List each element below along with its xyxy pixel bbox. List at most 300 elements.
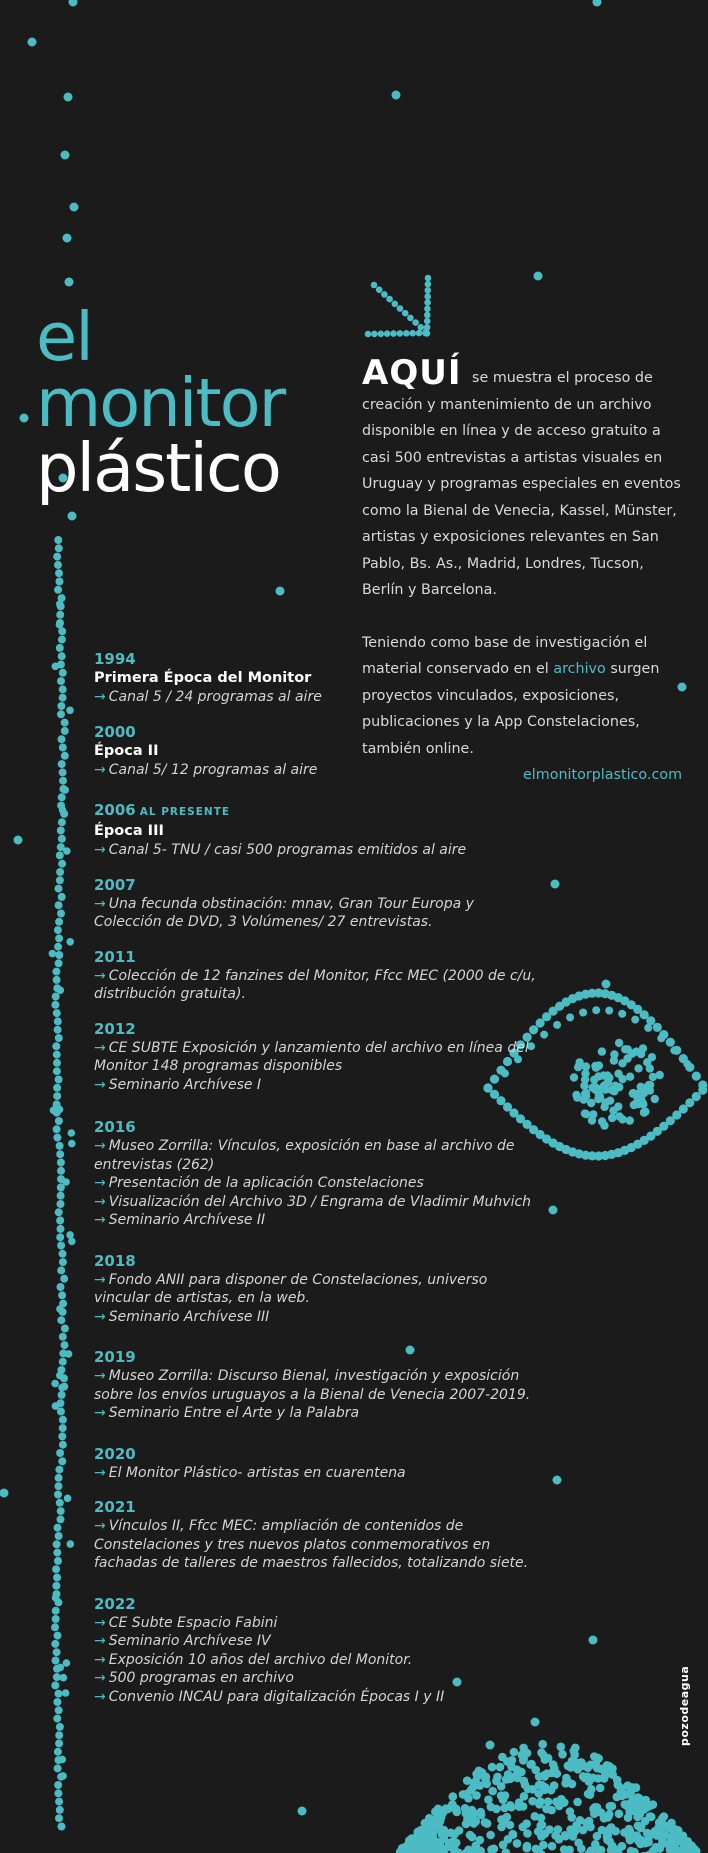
timeline-line-dot bbox=[57, 1266, 65, 1274]
timeline-item bbox=[94, 1174, 544, 1193]
timeline-entry bbox=[94, 1595, 544, 1707]
scatter-dot bbox=[551, 880, 560, 889]
timeline-item bbox=[94, 1039, 544, 1076]
timeline-item bbox=[94, 1669, 544, 1688]
timeline-line-dot bbox=[59, 806, 67, 814]
timeline-entry bbox=[94, 1498, 544, 1573]
timeline-year-value: 2012 bbox=[94, 1019, 136, 1038]
scatter-dot bbox=[531, 1718, 540, 1727]
timeline-line-dot bbox=[57, 1283, 65, 1291]
arrow-down-right-icon bbox=[365, 275, 432, 338]
timeline-item-text: Una fecunda obstinación: mnav, Gran Tour Europa y Colección de DVD, 3 Volúmenes/ 27 entrevistas. bbox=[94, 895, 474, 930]
timeline-line-dot bbox=[59, 1772, 67, 1780]
timeline-item-text: Vínculos II, Ffcc MEC: ampliación de contenidos de Constelaciones y tres nuevos platos conmemorativos en fachadas de talleres de maestros fallecidos, totalizando siete. bbox=[94, 1518, 529, 1571]
timeline-item-text: Museo Zorrilla: Vínculos, exposición en base al archivo de entrevistas (262) bbox=[94, 1138, 515, 1173]
timeline-entry bbox=[94, 650, 544, 707]
timeline-line-dot bbox=[58, 636, 66, 644]
scatter-dot bbox=[70, 203, 79, 212]
timeline-year bbox=[94, 1348, 544, 1367]
timeline-item bbox=[94, 1193, 544, 1212]
timeline-line-dot bbox=[62, 1178, 70, 1186]
timeline-line-dot bbox=[58, 818, 66, 826]
scatter-dot bbox=[63, 234, 72, 243]
timeline-line-dot bbox=[53, 1715, 61, 1723]
scatter-dot bbox=[28, 38, 37, 47]
timeline-line-dot bbox=[57, 1225, 65, 1233]
timeline-year bbox=[94, 1118, 544, 1137]
timeline-line-dot bbox=[55, 901, 63, 909]
timeline-line-dot bbox=[59, 669, 67, 677]
timeline-line-dot bbox=[56, 578, 64, 586]
scatter-dot bbox=[14, 836, 23, 845]
timeline-line-dot bbox=[59, 768, 67, 776]
timeline-line-dot bbox=[59, 744, 67, 752]
logo-line-plastico: plástico bbox=[36, 429, 280, 508]
timeline-line-dot bbox=[53, 1549, 61, 1557]
timeline-entry bbox=[94, 723, 544, 780]
timeline-item-text: Seminario Entre el Arte y la Palabra bbox=[108, 1405, 360, 1421]
timeline-item bbox=[94, 1076, 544, 1095]
timeline-line-dot bbox=[53, 1067, 61, 1075]
timeline-line-dot bbox=[54, 561, 62, 569]
timeline-line-dot bbox=[57, 1664, 65, 1672]
arrow-right-icon: → bbox=[94, 1633, 106, 1649]
timeline-year bbox=[94, 650, 544, 669]
timeline-line-dot bbox=[65, 1350, 73, 1358]
timeline-line-dot bbox=[66, 707, 74, 715]
timeline-line-dot bbox=[62, 1689, 70, 1697]
timeline-line-dot bbox=[61, 786, 69, 794]
timeline-line-dot bbox=[58, 760, 66, 768]
timeline-line-dot bbox=[54, 1632, 62, 1640]
timeline-line-dot bbox=[61, 1325, 69, 1333]
scatter-dot bbox=[61, 151, 70, 160]
website-link[interactable]: elmonitorplastico.com bbox=[523, 767, 682, 783]
timeline-line-dot bbox=[66, 1231, 74, 1239]
timeline-line-dot bbox=[61, 752, 69, 760]
timeline-entry bbox=[94, 1020, 544, 1095]
timeline-year bbox=[94, 1445, 544, 1464]
timeline-entry bbox=[94, 1252, 544, 1327]
timeline-line-dot bbox=[54, 1491, 62, 1499]
timeline-line-dot bbox=[56, 611, 64, 619]
timeline-item-text: Seminario Archívese I bbox=[108, 1076, 262, 1093]
timeline-line-dot bbox=[55, 1076, 63, 1084]
arrow-right-icon: → bbox=[94, 1175, 106, 1191]
timeline-line-dot bbox=[55, 1706, 63, 1714]
timeline-line-dot bbox=[54, 1748, 62, 1756]
timeline-line-dot bbox=[57, 1515, 65, 1523]
timeline-line-dot bbox=[61, 1341, 69, 1349]
timeline-line-dot bbox=[53, 1092, 61, 1100]
timeline-line-dot bbox=[57, 1216, 65, 1224]
timeline-line-dot bbox=[54, 1781, 62, 1789]
timeline-year-value: 2020 bbox=[94, 1444, 136, 1463]
timeline-line-dot bbox=[56, 1499, 64, 1507]
timeline-entry bbox=[94, 1445, 544, 1483]
timeline-line-dot bbox=[52, 1594, 60, 1602]
timeline-item bbox=[94, 841, 544, 860]
timeline-year-value: 2018 bbox=[94, 1251, 136, 1270]
timeline-line-dot bbox=[52, 1042, 60, 1050]
timeline-item bbox=[94, 1308, 544, 1327]
scatter-dot bbox=[549, 1206, 558, 1215]
timeline-year bbox=[94, 876, 544, 895]
timeline-item-text: Presentación de la aplicación Constelaciones bbox=[108, 1175, 424, 1191]
timeline-line-dot bbox=[57, 827, 65, 835]
timeline-line-dot bbox=[59, 1416, 67, 1424]
scatter-dot bbox=[553, 1476, 562, 1485]
timeline-line-dot bbox=[55, 1208, 63, 1216]
timeline-line-dot bbox=[59, 1258, 67, 1266]
timeline-line-dot bbox=[53, 1084, 61, 1092]
timeline-line-dot bbox=[52, 1565, 60, 1573]
timeline-line-dot bbox=[56, 876, 64, 884]
timeline-line-dot bbox=[55, 1740, 63, 1748]
scatter-dot bbox=[276, 587, 285, 596]
timeline-line-dot bbox=[57, 702, 65, 710]
timeline-line-dot bbox=[58, 1384, 66, 1392]
timeline-line-dot bbox=[61, 719, 69, 727]
timeline-line-dot bbox=[55, 959, 63, 967]
timeline-line-dot bbox=[57, 710, 65, 718]
arrow-right-icon: → bbox=[94, 895, 106, 912]
timeline-line-dot bbox=[55, 1814, 63, 1822]
arrow-right-icon: → bbox=[94, 1688, 106, 1705]
intro-p1-text: se muestra el proceso de creación y mantenimiento de un archivo disponible en línea y de acceso gratuito a casi 500 entrevistas a artistas visuales en Uruguay y programas especiales en eventos como la Bienal de Venecia, Kassel, Münster, artistas y exposiciones relevantes en San Pablo, Bs. As., Madrid, Londres, Tucson, Berlín y Barcelona. bbox=[362, 370, 681, 598]
arrow-right-icon: → bbox=[94, 967, 106, 984]
timeline-line-dot bbox=[56, 621, 64, 629]
timeline-line-dot bbox=[57, 677, 65, 685]
timeline-item bbox=[94, 1632, 544, 1651]
timeline-line-dot bbox=[53, 1134, 61, 1142]
scatter-dot bbox=[0, 1489, 9, 1498]
timeline-line-dot bbox=[54, 1026, 62, 1034]
timeline-line-dot bbox=[56, 868, 64, 876]
timeline-year-value: 1994 bbox=[94, 650, 136, 668]
timeline-line-dot bbox=[58, 835, 66, 843]
timeline-line-dot bbox=[51, 1001, 59, 1009]
scatter-dot bbox=[593, 0, 602, 7]
timeline-line-dot bbox=[56, 1723, 64, 1731]
arrow-right-icon: → bbox=[94, 1464, 106, 1481]
timeline-line-dot bbox=[59, 1250, 67, 1258]
timeline-line-dot bbox=[55, 1532, 63, 1540]
timeline-item-text: Seminario Archívese III bbox=[108, 1308, 270, 1325]
timeline-item-text: Canal 5/ 12 programas al aire bbox=[108, 761, 318, 778]
scatter-dot bbox=[69, 0, 78, 7]
scatter-dot bbox=[65, 278, 74, 287]
timeline-line-dot bbox=[55, 1798, 63, 1806]
timeline-line-dot bbox=[58, 1823, 66, 1831]
timeline-year bbox=[94, 801, 544, 822]
timeline-item-text: Exposición 10 años del archivo del Monitor. bbox=[108, 1651, 413, 1668]
timeline-line-dot bbox=[54, 586, 62, 594]
timeline-year-value: 2006 bbox=[94, 801, 136, 819]
timeline-line-dot bbox=[58, 652, 66, 660]
timeline-item-text: El Monitor Plástico- artistas en cuarentena bbox=[108, 1464, 406, 1481]
timeline-line-dot bbox=[60, 1275, 68, 1283]
timeline-line-dot bbox=[56, 1449, 64, 1457]
timeline-line-dot bbox=[57, 1192, 65, 1200]
timeline-year-value: 2007 bbox=[94, 875, 136, 894]
timeline-line-dot bbox=[56, 851, 64, 859]
timeline-entry bbox=[94, 876, 544, 932]
timeline-line-dot bbox=[51, 1681, 59, 1689]
timeline-line-dot bbox=[56, 1305, 64, 1313]
arrow-right-icon: → bbox=[94, 1670, 106, 1686]
timeline-line-dot bbox=[67, 1540, 75, 1548]
timeline-line-dot bbox=[57, 986, 65, 994]
timeline-line-dot bbox=[59, 685, 67, 693]
timeline-line-dot bbox=[51, 1623, 59, 1631]
timeline-item bbox=[94, 895, 544, 932]
timeline-item-text: Canal 5- TNU / casi 500 programas emitidos al aire bbox=[108, 842, 467, 858]
arrow-right-icon: → bbox=[94, 1193, 106, 1210]
timeline-item-text: Seminario Archívese IV bbox=[108, 1633, 271, 1649]
scatter-dot bbox=[602, 980, 611, 989]
timeline-line-dot bbox=[53, 1540, 61, 1548]
timeline-year bbox=[94, 723, 544, 742]
timeline-line-dot bbox=[55, 934, 63, 942]
timeline-line-dot bbox=[66, 938, 74, 946]
arrow-right-icon: → bbox=[94, 1271, 106, 1288]
scatter-dot bbox=[20, 414, 29, 423]
timeline-line-dot bbox=[55, 569, 63, 577]
timeline-item-text: Convenio INCAU para digitalización Épocas I y II bbox=[108, 1688, 445, 1705]
timeline-item bbox=[94, 1404, 544, 1423]
arrow-right-icon: → bbox=[94, 1368, 106, 1384]
timeline-line-dot bbox=[58, 860, 66, 868]
timeline-line-dot bbox=[53, 1125, 61, 1133]
timeline-year-value: 2000 bbox=[94, 722, 136, 741]
timeline-title: Época II bbox=[94, 742, 159, 759]
timeline-item-text: Visualización del Archivo 3D / Engrama de Vladimir Muhvich bbox=[108, 1193, 532, 1210]
timeline-item bbox=[94, 761, 544, 780]
timeline-line-dot bbox=[55, 1466, 63, 1474]
timeline-line-dot bbox=[63, 847, 71, 855]
timeline-year-tag: AL PRESENTE bbox=[139, 806, 231, 818]
timeline-title: Primera Época del Monitor bbox=[94, 670, 312, 686]
timeline-line-dot bbox=[57, 1242, 65, 1250]
timeline-line-dot bbox=[54, 536, 62, 544]
timeline-item-text: Fondo ANII para disponer de Constelaciones, universo vincular de artistas, en la web. bbox=[94, 1271, 488, 1306]
timeline-line-dot bbox=[53, 1059, 61, 1067]
timeline-line-dot bbox=[55, 1731, 63, 1739]
timeline-item bbox=[94, 1367, 544, 1404]
timeline-line-dot bbox=[54, 1557, 62, 1565]
timeline-line-dot bbox=[54, 943, 62, 951]
scatter-dot bbox=[534, 272, 543, 281]
arrow-right-icon: → bbox=[94, 689, 106, 705]
arrow-right-icon: → bbox=[94, 1308, 106, 1325]
arrow-right-icon: → bbox=[94, 761, 106, 778]
timeline-line-dot bbox=[56, 600, 64, 608]
timeline-item bbox=[94, 1517, 544, 1573]
timeline-item bbox=[94, 1211, 544, 1230]
timeline-year-value: 2016 bbox=[94, 1118, 136, 1136]
arrow-right-icon: → bbox=[94, 1405, 106, 1421]
intro-lead: AQUÍ bbox=[362, 353, 462, 393]
dot-mound bbox=[394, 1740, 700, 1853]
logo-line-monitor: monitor bbox=[36, 363, 285, 442]
arrow-right-icon: → bbox=[94, 842, 106, 858]
timeline-year bbox=[94, 1020, 544, 1039]
timeline-line-dot bbox=[68, 1238, 76, 1246]
timeline-line-dot bbox=[59, 1358, 67, 1366]
side-label: pozodeagua bbox=[678, 1665, 691, 1746]
timeline-item-text: CE Subte Espacio Fabini bbox=[108, 1614, 278, 1631]
timeline-line-dot bbox=[56, 1233, 64, 1241]
intro-p2-after: surgen proyectos vinculados, exposiciones, publicaciones y la App Constelaciones, también online. bbox=[362, 661, 660, 757]
timeline-line-dot bbox=[52, 1615, 60, 1623]
timeline-line-dot bbox=[53, 1051, 61, 1059]
arrow-right-icon: → bbox=[94, 1651, 106, 1668]
timeline-year-value: 2019 bbox=[94, 1348, 136, 1366]
timeline-entry bbox=[94, 1118, 544, 1230]
timeline-line-dot bbox=[68, 1140, 76, 1148]
timeline-line-dot bbox=[58, 1432, 66, 1440]
timeline-line-dot bbox=[59, 1424, 67, 1432]
scatter-dot bbox=[589, 1636, 598, 1645]
arrow-right-icon: → bbox=[94, 1212, 106, 1228]
timeline-year bbox=[94, 1595, 544, 1614]
timeline-line-dot bbox=[60, 1674, 68, 1682]
timeline-line-dot bbox=[59, 694, 67, 702]
timeline-line-dot bbox=[52, 1657, 60, 1665]
timeline-line-dot bbox=[54, 1764, 62, 1772]
timeline-line-dot bbox=[59, 777, 67, 785]
arrow-right-icon: → bbox=[94, 1039, 106, 1056]
arrow-right-icon: → bbox=[94, 1518, 106, 1534]
timeline-line-dot bbox=[57, 910, 65, 918]
timeline-year-value: 2022 bbox=[94, 1594, 136, 1613]
timeline-line-dot bbox=[58, 1457, 66, 1465]
timeline-line-dot bbox=[57, 1167, 65, 1175]
timeline-line-dot bbox=[68, 1129, 76, 1137]
timeline-item bbox=[94, 1688, 544, 1707]
timeline-line-dot bbox=[54, 1524, 62, 1532]
timeline-line-dot bbox=[52, 1582, 60, 1590]
timeline-line-dot bbox=[61, 727, 69, 735]
timeline-line-dot bbox=[49, 950, 57, 958]
archivo-link[interactable]: archivo bbox=[553, 661, 606, 677]
timeline-line-dot bbox=[56, 644, 64, 652]
timeline-line-dot bbox=[56, 1150, 64, 1158]
timeline-year bbox=[94, 1252, 544, 1271]
timeline-line-dot bbox=[58, 735, 66, 743]
timeline-line-dot bbox=[53, 1574, 61, 1582]
timeline-line-dot bbox=[53, 1009, 61, 1017]
logo-line-el: el bbox=[36, 298, 92, 376]
arrow-right-icon: → bbox=[94, 1614, 106, 1631]
timeline-item bbox=[94, 1614, 544, 1633]
timeline-line-dot bbox=[58, 893, 66, 901]
timeline-line-dot bbox=[55, 544, 63, 552]
timeline bbox=[94, 650, 544, 1706]
timeline-line-dot bbox=[63, 1659, 71, 1667]
timeline-line-dot bbox=[57, 1184, 65, 1192]
timeline-item bbox=[94, 1271, 544, 1308]
timeline-line-dot bbox=[53, 976, 61, 984]
timeline-item-text: Museo Zorrilla: Discurso Bienal, investigación y exposición sobre los envíos uruguayos a la Bienal de Venecia 2007-2019. bbox=[94, 1368, 531, 1403]
timeline-year bbox=[94, 1498, 544, 1517]
timeline-line-dot bbox=[55, 1034, 63, 1042]
arrow-right-icon: → bbox=[94, 1076, 106, 1093]
scatter-dot bbox=[486, 1741, 495, 1750]
intro-paragraph-1 bbox=[362, 353, 682, 604]
timeline-line-dot bbox=[52, 663, 60, 671]
timeline-line-dot bbox=[55, 1482, 63, 1490]
timeline-line-dot bbox=[53, 553, 61, 561]
timeline-item-text: Canal 5 / 24 programas al aire bbox=[108, 689, 322, 705]
timeline-line-dot bbox=[64, 1495, 72, 1503]
timeline-line-dot bbox=[54, 926, 62, 934]
timeline-line-dot bbox=[58, 793, 66, 801]
timeline-title: Época III bbox=[94, 823, 164, 839]
timeline-item bbox=[94, 1137, 544, 1174]
timeline-line-dot bbox=[56, 1372, 64, 1380]
timeline-line-dot bbox=[55, 951, 63, 959]
timeline-item-text: 500 programas en archivo bbox=[108, 1670, 294, 1686]
timeline-line-dot bbox=[58, 1391, 66, 1399]
logo bbox=[36, 298, 285, 508]
timeline-line-dot bbox=[52, 993, 60, 1001]
timeline-line-dot bbox=[55, 1690, 63, 1698]
timeline-line-dot bbox=[56, 1806, 64, 1814]
timeline-line-dot bbox=[52, 1607, 60, 1615]
timeline-line-dot bbox=[51, 1380, 59, 1388]
timeline-line-dot bbox=[57, 1159, 65, 1167]
scatter-dot bbox=[298, 1807, 307, 1816]
timeline-line-dot bbox=[51, 1640, 59, 1648]
timeline-line-dot bbox=[53, 1648, 61, 1656]
arrow-right-icon: → bbox=[94, 1138, 106, 1154]
timeline-line-dot bbox=[55, 1117, 63, 1125]
timeline-line-dot bbox=[59, 1333, 67, 1341]
timeline-item-text: Colección de 12 fanzines del Monitor, Ffcc MEC (2000 de c/u, distribución gratuita). bbox=[94, 967, 536, 1002]
timeline-line-dot bbox=[52, 968, 60, 976]
timeline-year bbox=[94, 948, 544, 967]
timeline-year-value: 2021 bbox=[94, 1498, 136, 1516]
timeline-entry bbox=[94, 948, 544, 1004]
intro-p2-before: Teniendo como base de investigación el material conservado en el bbox=[362, 634, 648, 677]
scatter-dot bbox=[68, 512, 77, 521]
timeline-line-dot bbox=[53, 1698, 61, 1706]
timeline-item bbox=[94, 967, 544, 1004]
timeline-line-dot bbox=[59, 1756, 67, 1764]
timeline-line-dot bbox=[57, 1507, 65, 1515]
timeline-item-text: CE SUBTE Exposición y lanzamiento del archivo en línea del Monitor 148 programas disponibles bbox=[94, 1039, 529, 1074]
scatter-dot bbox=[392, 91, 401, 100]
timeline-line-dot bbox=[54, 1017, 62, 1025]
timeline-line-dot bbox=[56, 1142, 64, 1150]
timeline-year-value: 2011 bbox=[94, 947, 136, 966]
timeline-line-dot bbox=[55, 1474, 63, 1482]
timeline-item bbox=[94, 688, 544, 707]
timeline-line-dot bbox=[55, 918, 63, 926]
timeline-line-dot bbox=[54, 1789, 62, 1797]
timeline-line-dot bbox=[52, 1402, 60, 1410]
scatter-dot bbox=[64, 93, 73, 102]
timeline-item bbox=[94, 1651, 544, 1670]
timeline-line-dot bbox=[50, 1107, 58, 1115]
timeline-line-dot bbox=[57, 1316, 65, 1324]
timeline-line-dot bbox=[55, 885, 63, 893]
timeline-line-dot bbox=[59, 1441, 67, 1449]
timeline-line-dot bbox=[58, 1291, 66, 1299]
timeline-item-text: Seminario Archívese II bbox=[108, 1212, 266, 1228]
